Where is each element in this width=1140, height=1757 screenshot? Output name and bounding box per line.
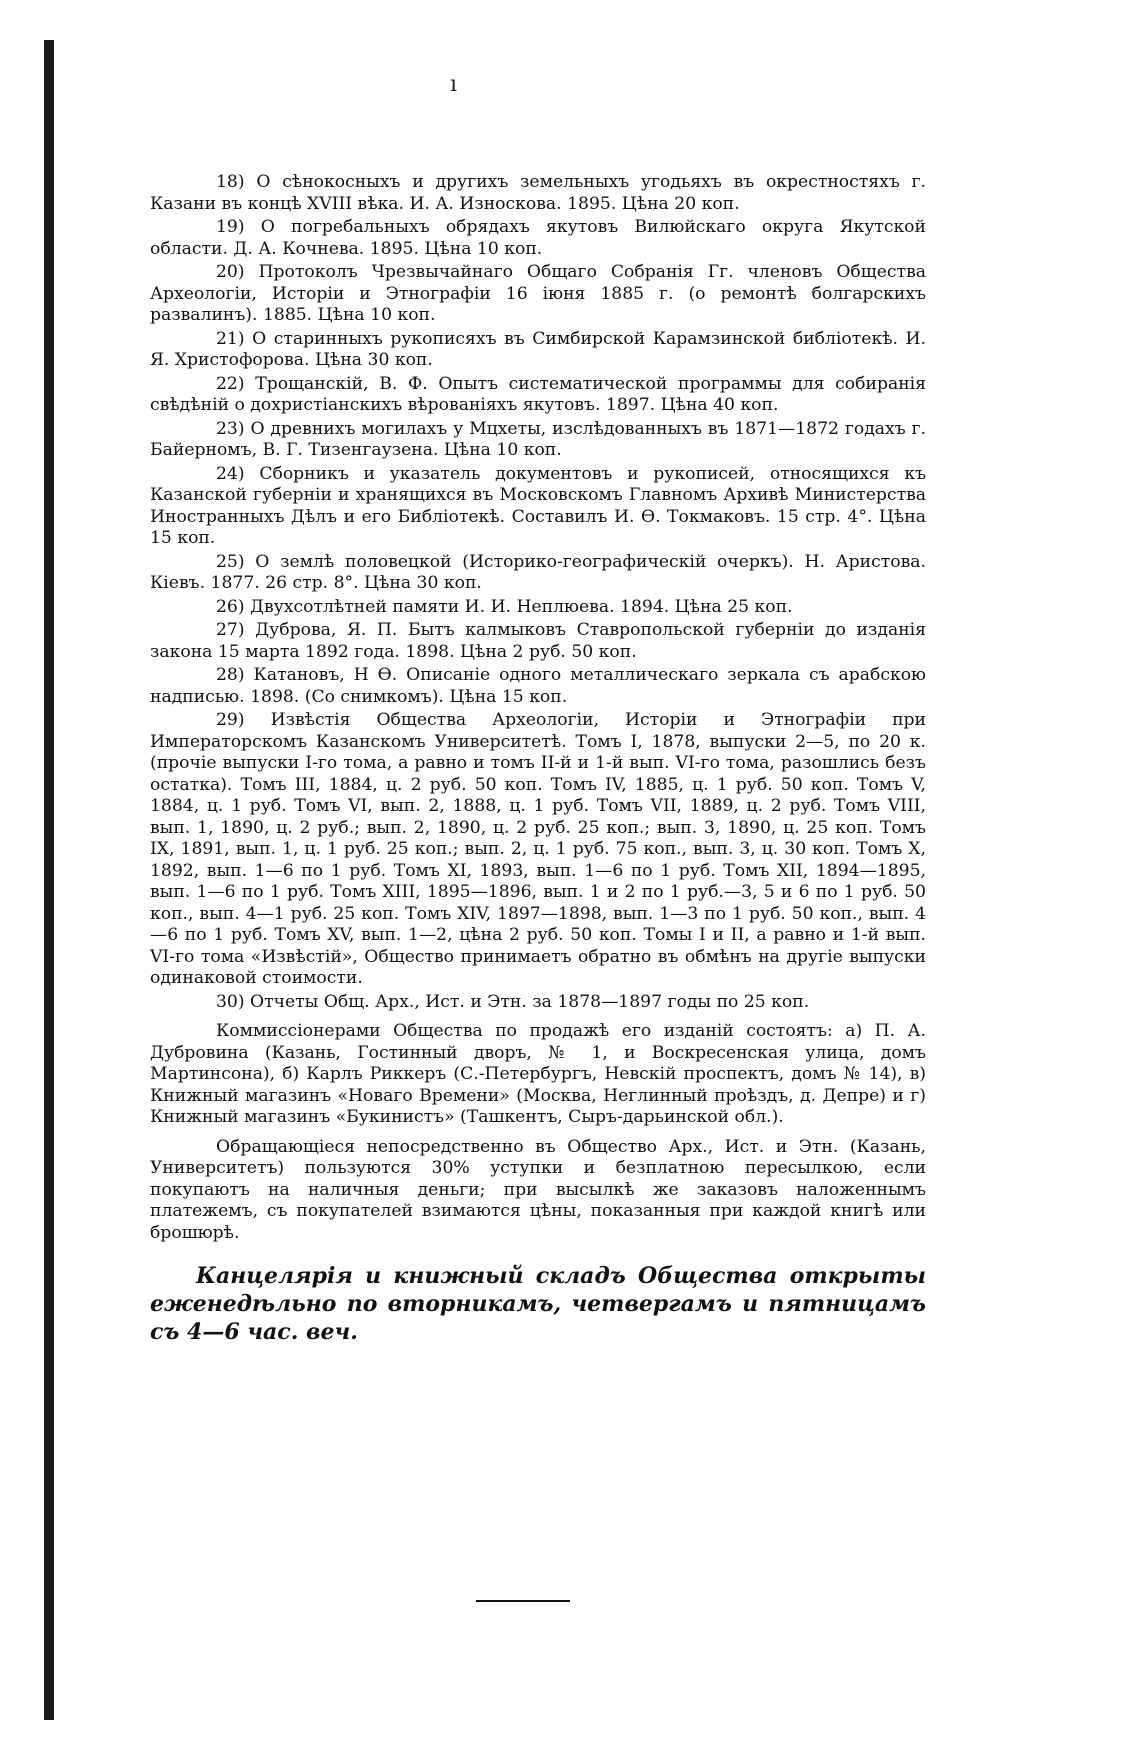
entry-19: 19) О погребальныхъ обрядахъ якутовъ Вилюйскаго округа Якутской области. Д. А. Кочнева. 1895. Цѣна 10 коп.	[150, 217, 926, 259]
closing-divider-rule	[476, 1600, 570, 1602]
office-hours-notice: Канцелярія и книжный складъ Общества открыты еженедѣльно по вторникамъ, четвергамъ и пятницамъ съ 4—6 час. веч.	[150, 1263, 926, 1345]
entry-18: 18) О сѣнокосныхъ и другихъ земельныхъ угодьяхъ въ окрестностяхъ г. Казани въ концѣ XVIII вѣка. И. А. Износкова. 1895. Цѣна 20 коп.	[150, 172, 926, 214]
discount-paragraph: Обращающіеся непосредственно въ Общество Арх., Ист. и Этн. (Казань, Университетъ) пользуются 30% уступки и безплатною пересылкою, если покупаютъ на наличныя деньги; при высылкѣ же заказовъ наложеннымъ платежемъ, съ покупателей взимаются цѣны, показанныя при каждой книгѣ или брошюрѣ.	[150, 1136, 926, 1243]
entry-21: 21) О старинныхъ рукописяхъ въ Симбирской Карамзинской библіотекѣ. И. Я. Христофорова. Цѣна 30 коп.	[150, 328, 926, 370]
entry-25: 25) О землѣ половецкой (Историко-географическій очеркъ). Н. Аристова. Кіевъ. 1877. 26 стр. 8°. Цѣна 30 коп.	[150, 551, 926, 593]
entry-22: 22) Трощанскій, В. Ф. Опытъ систематической программы для собиранія свѣдѣній о дохристіанскихъ вѣрованіяхъ якутовъ. 1897. Цѣна 40 коп.	[150, 373, 926, 415]
entry-23: 23) О древнихъ могилахъ у Мцхеты, изслѣдованныхъ въ 1871—1872 годахъ г. Байерномъ, В. Г. Тизенгаузена. Цѣна 10 коп.	[150, 418, 926, 460]
entry-20: 20) Протоколъ Чрезвычайнаго Общаго Собранія Гг. членовъ Общества Археологіи, Исторіи и Этнографіи 16 іюня 1885 г. (о ремонтѣ болгарскихъ развалинъ). 1885. Цѣна 10 коп.	[150, 262, 926, 325]
entry-28: 28) Катановъ, Н Ѳ. Описаніе одного металлическаго зеркала съ арабскою надписью. 1898. (Со снимкомъ). Цѣна 15 коп.	[150, 665, 926, 707]
entry-27: 27) Дуброва, Я. П. Бытъ калмыковъ Ставропольской губерніи до изданія закона 15 марта 1892 года. 1898. Цѣна 2 руб. 50 коп.	[150, 620, 926, 662]
entry-30: 30) Отчеты Общ. Арх., Ист. и Этн. за 1878—1897 годы по 25 коп.	[216, 991, 810, 1012]
entry-29: 29) Извѣстія Общества Археологіи, Исторіи и Этнографіи при Императорскомъ Казанскомъ Университетѣ. Томъ I, 1878, выпуски 2—5, по 20 к. (прочіе выпуски I-го тома, а равно и томъ II-й и 1-й вып. VI-го тома, разошлись безъ остатка). Томъ III, 1884, ц. 2 руб. 50 коп. Томъ IV, 1885, ц. 1 руб. 50 коп. Томъ V, 1884, ц. 1 руб. Томъ VI, вып. 2, 1888, ц. 1 руб. Томъ VII, 1889, ц. 2 руб. Томъ VIII, вып. 1, 1890, ц. 2 руб.; вып. 2, 1890, ц. 2 руб. 25 коп.; вып. 3, 1890, ц. 25 коп. Томъ IX, 1891, вып. 1, ц. 1 руб. 25 коп.; вып. 2, ц. 1 руб. 75 коп., вып. 3, ц. 30 коп. Томъ X, 1892, вып. 1—6 по 1 руб. Томъ XI, 1893, вып. 1—6 по 1 руб. Томъ XII, 1894—1895, вып. 1—6 по 1 руб. Томъ XIII, 1895—1896, вып. 1 и 2 по 1 руб.—3, 5 и 6 по 1 руб. 50 коп., вып. 4—1 руб. 25 коп. Томъ XIV, 1897—1898, вып. 1—3 по 1 руб. 50 коп., вып. 4—6 по 1 руб. Томъ XV, вып. 1—2, цѣна 2 руб. 50 коп. Томы I и II, а равно и 1-й вып. VI-го тома «Извѣстій», Общество принимаетъ обратно въ обмѣнъ на другіе выпуски одинаковой стоимости.	[150, 710, 926, 988]
scan-speck: ı	[450, 72, 458, 97]
commissioners-paragraph: Коммиссіонерами Общества по продажѣ его изданій состоятъ: а) П. А. Дубровина (Казань, Гостинный дворъ, № 1, и Воскресенская улица, домъ Мартинсона), б) Карлъ Риккеръ (С.-Петербургъ, Невскій проспектъ, домъ № 14), в) Книжный магазинъ «Новаго Времени» (Москва, Неглинный проѣздъ, д. Депре) и г) Книжный магазинъ «Букинистъ» (Ташкентъ, Сыръ-дарьинской обл.).	[150, 1021, 926, 1127]
scan-edge-bar	[44, 40, 54, 1720]
entry-26: 26) Двухсотлѣтней памяти И. И. Неплюева. 1894. Цѣна 25 коп.	[216, 596, 793, 617]
document-page	[150, 172, 926, 1346]
entry-24: 24) Сборникъ и указатель документовъ и рукописей, относящихся къ Казанской губерніи и хранящихся въ Московскомъ Главномъ Архивѣ Министерства Иностранныхъ Дѣлъ и его Библіотекѣ. Составилъ И. Ѳ. Токмаковъ. 15 стр. 4°. Цѣна 15 коп.	[150, 463, 926, 548]
